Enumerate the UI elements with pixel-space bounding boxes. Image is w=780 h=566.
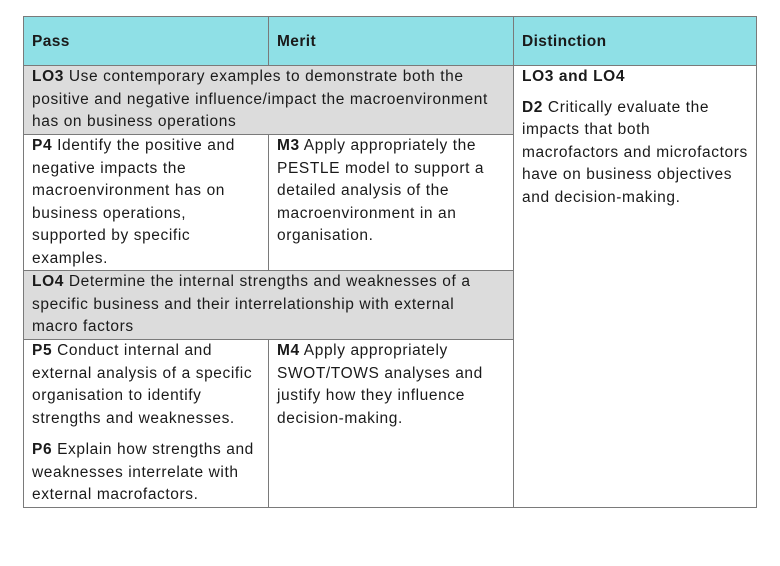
d2-code: D2 [522, 98, 544, 116]
lo4-text: Determine the internal strengths and weaknesses of a specific business and their interrelationship with external macro factors [32, 273, 471, 335]
lo4-code: LO4 [32, 273, 64, 290]
header-pass: Pass [24, 17, 269, 66]
header-merit: Merit [269, 17, 514, 66]
lo3-row [24, 66, 757, 135]
p6-text: Explain how strengths and weaknesses interrelate with external macrofactors. [32, 441, 254, 503]
m3-criterion [269, 135, 514, 271]
header-row [24, 17, 757, 66]
p4-text: Identify the positive and negative impacts the macroenvironment has on business operations, supported by specific examples. [32, 137, 235, 267]
lo4-objective [24, 271, 514, 340]
lo3-objective [24, 66, 514, 135]
m4-criterion [269, 340, 514, 508]
p6-criterion [32, 439, 260, 507]
m3-code: M3 [277, 137, 300, 154]
distinction-heading: LO3 and LO4 [522, 68, 626, 85]
p5-criterion [32, 340, 260, 430]
p6-code: P6 [32, 441, 53, 458]
p5-code: P5 [32, 342, 53, 359]
header-distinction: Distinction [514, 17, 757, 66]
pass-criteria-lo4 [24, 340, 269, 508]
lo3-code: LO3 [32, 68, 64, 85]
d2-text: Critically evaluate the impacts that both macrofactors and microfactors have on business objectives and decision-making. [522, 98, 748, 206]
lo3-text: Use contemporary examples to demonstrate both the positive and negative influence/impact the macroenvironment has on business operations [32, 68, 488, 130]
p4-criterion [24, 135, 269, 271]
m4-text: Apply appropriately SWOT/TOWS analyses and justify how they influence decision-making. [277, 342, 483, 427]
d2-criterion [522, 97, 748, 210]
distinction-cell [514, 66, 757, 508]
p5-text: Conduct internal and external analysis of a specific organisation to identify strengths and weaknesses. [32, 342, 253, 427]
m3-text: Apply appropriately the PESTLE model to support a detailed analysis of the macroenvironment in an organisation. [277, 137, 485, 244]
m4-code: M4 [277, 342, 300, 359]
assessment-criteria-table [23, 16, 757, 508]
paragraph-gap [32, 430, 260, 439]
p4-code: P4 [32, 137, 53, 154]
